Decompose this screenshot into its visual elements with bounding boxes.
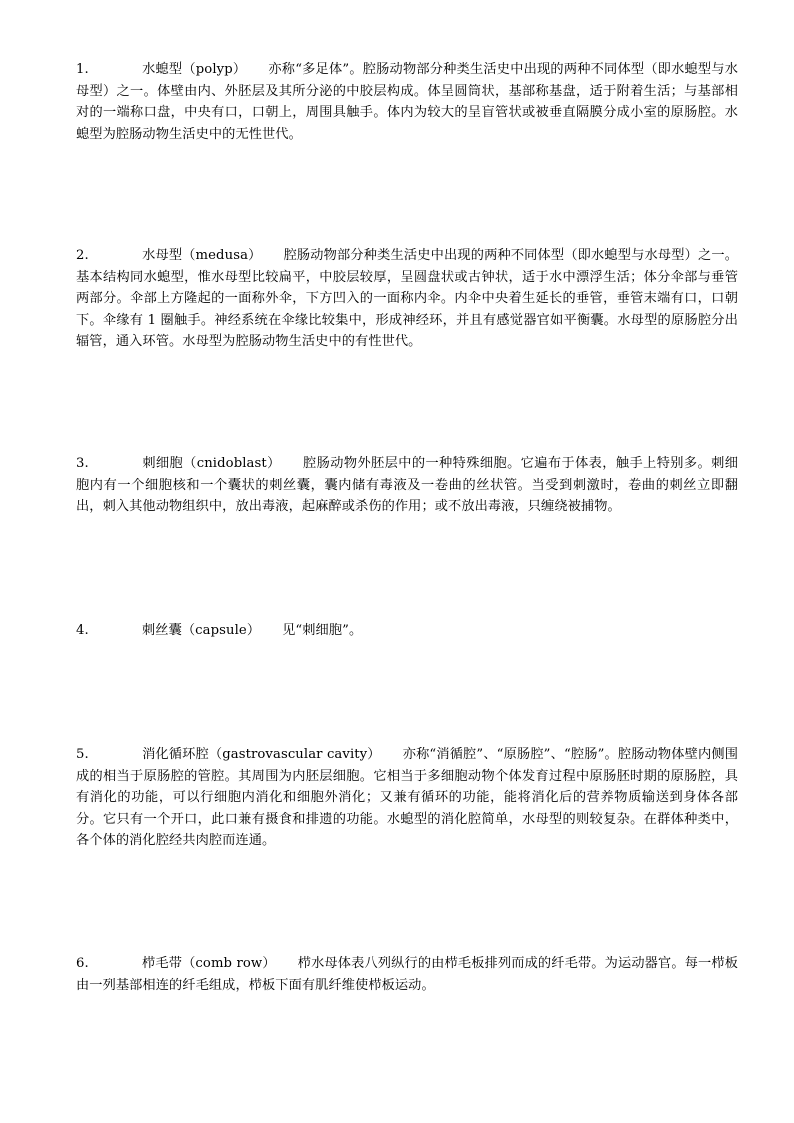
entry-paragraph <box>76 245 738 353</box>
entry-term: 消化循环腔（gastrovascular cavity） <box>142 747 381 762</box>
entry-definition: 腔肠动物外胚层中的一种特殊细胞。它遍布于体表，触手上特别多。刺细胞内有一个细胞核和一个囊状的刺丝囊，囊内储有毒液及一卷曲的丝状管。当受到刺激时，卷曲的刺丝立即翻出，刺入其他动物组织中，放出毒液，起麻醉或杀伤的作用；或不放出毒液，只缠绕被捕物。 <box>76 456 738 514</box>
entry-definition: 见“刺细胞”。 <box>282 623 363 638</box>
entry-number: 4. <box>76 623 89 638</box>
entry-definition: 亦称“消循腔”、“原肠腔”、“腔肠”。腔肠动物体壁内侧围成的相当于原肠腔的管腔。其周围为内胚层细胞。它相当于多细胞动物个体发育过程中原肠胚时期的原肠腔，具有消化的功能，可以行细胞内消化和细胞外消化；又兼有循环的功能，能将消化后的营养物质输送到身体各部分。它只有一个开口，此口兼有摄食和排遗的功能。水螅型的消化腔简单，水母型的则较复杂。在群体种类中，各个体的消化腔经共肉腔而连通。 <box>76 747 738 848</box>
entry-paragraph <box>76 620 738 642</box>
entry-definition: 栉水母体表八列纵行的由栉毛板排列而成的纤毛带。为运动器官。每一栉板由一列基部相连的纤毛组成，栉板下面有肌纤维使栉板运动。 <box>76 956 739 993</box>
glossary-entry-capsule <box>76 620 738 642</box>
entry-paragraph <box>76 59 738 145</box>
entry-number: 1. <box>76 62 89 77</box>
glossary-entry-medusa <box>76 245 738 353</box>
entry-paragraph <box>76 744 738 852</box>
entry-term: 水母型（medusa） <box>142 248 262 263</box>
entry-definition: 腔肠动物部分种类生活史中出现的两种不同体型（即水螅型与水母型）之一。基本结构同水螅型，惟水母型比较扁平，中胶层较厚，呈圆盘状或古钟状，适于水中漂浮生活；体分伞部与垂管两部分。伞部上方隆起的一面称外伞，下方凹入的一面称内伞。内伞中央着生延长的垂管，垂管末端有口，口朝下。伞缘有 1 圈触手。神经系统在伞缘比较集中，形成神经环，并且有感觉器官如平衡囊。水母型的原肠腔分出辐管，通入环管。水母型为腔肠动物生活史中的有性世代。 <box>76 248 738 349</box>
glossary-entry-cnidoblast <box>76 453 738 518</box>
entry-number: 3. <box>76 456 89 471</box>
glossary-entry-gastrovascular-cavity <box>76 744 738 852</box>
entry-definition: 亦称“多足体”。腔肠动物部分种类生活史中出现的两种不同体型（即水螅型与水母型）之一。体壁由内、外胚层及其所分泌的中胶层构成。体呈圆筒状，基部称基盘，适于附着生活；与基部相对的一端称口盘，中央有口，口朝上，周围具触手。体内为较大的呈盲管状或被垂直隔膜分成小室的原肠腔。水螅型为腔肠动物生活史中的无性世代。 <box>76 62 738 142</box>
entry-term: 刺丝囊（capsule） <box>142 623 261 638</box>
glossary-entry-polyp <box>76 59 738 145</box>
entry-term: 刺细胞（cnidoblast） <box>142 456 281 471</box>
entry-number: 5. <box>76 747 89 762</box>
entry-paragraph <box>76 953 738 996</box>
entry-number: 2. <box>76 248 89 263</box>
glossary-entry-comb-row <box>76 953 738 996</box>
entry-paragraph <box>76 453 738 518</box>
entry-term: 水螅型（polyp） <box>142 62 247 77</box>
entry-number: 6. <box>76 956 89 971</box>
entry-term: 栉毛带（comb row） <box>142 956 276 971</box>
